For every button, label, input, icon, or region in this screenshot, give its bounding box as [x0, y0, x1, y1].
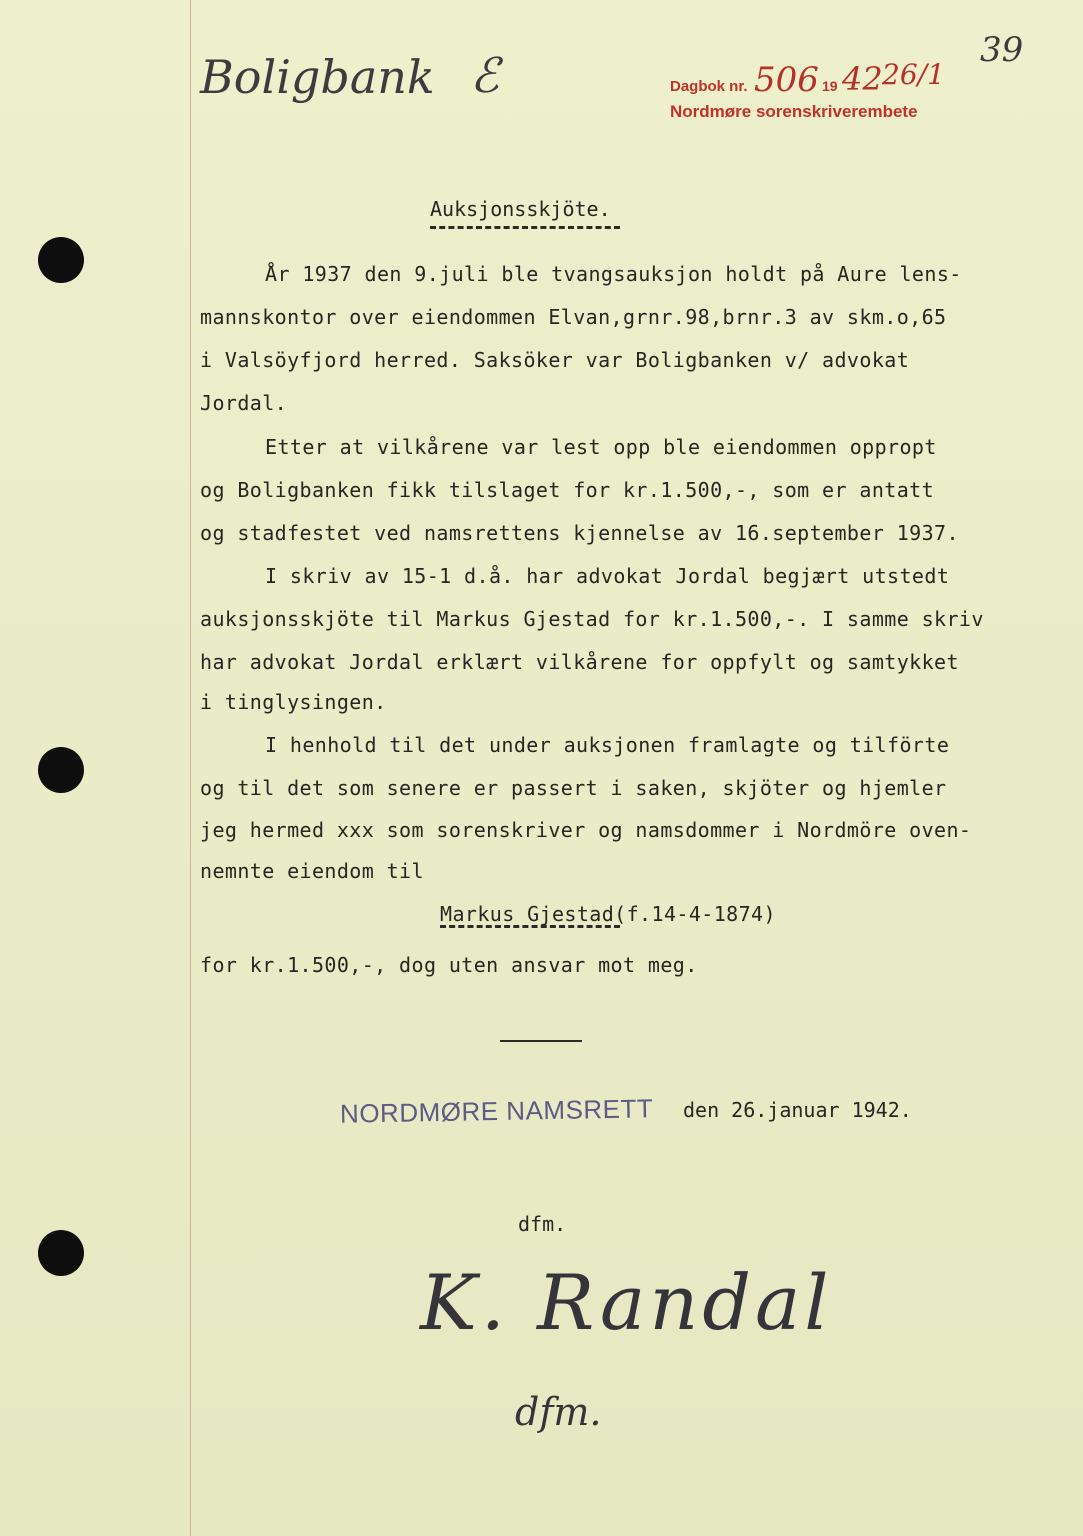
- text-line: har advokat Jordal erklært vilkårene for oppfylt og samtykket: [200, 650, 959, 674]
- margin-line: [190, 0, 191, 1536]
- text-line: mannskontor over eiendommen Elvan,grnr.98,brnr.3 av skm.o,65: [200, 305, 947, 329]
- title-underline: [430, 226, 620, 229]
- stamp-date: 26/1: [882, 58, 945, 91]
- stamp-year-prefix: 19: [822, 78, 838, 94]
- court-stamp: NORDMØRE NAMSRETT: [339, 1093, 654, 1129]
- price-line: for kr.1.500,-, dog uten ansvar mot meg.: [200, 953, 698, 977]
- punch-hole: [38, 747, 84, 793]
- recipient-line: Markus Gjestad(f.14-4-1874): [440, 902, 776, 926]
- text-line: Etter at vilkårene var lest opp ble eiendommen oppropt: [265, 435, 937, 459]
- text-line: auksjonsskjöte til Markus Gjestad for kr.1.500,-. I samme skriv: [200, 607, 984, 631]
- text-line: I henhold til det under auksjonen framlagte og tilförte: [265, 733, 950, 757]
- text-line: Jordal.: [200, 391, 288, 415]
- text-line: i tinglysingen.: [200, 690, 387, 714]
- punch-hole: [38, 237, 84, 283]
- text-line: i Valsöyfjord herred. Saksöker var Boligbanken v/ advokat: [200, 348, 910, 372]
- text-line: nemnte eiendom til: [200, 859, 424, 883]
- handwritten-note: Boligbank: [200, 50, 435, 104]
- recipient-underline: [440, 925, 620, 928]
- stamp-year-suffix: 42: [842, 60, 883, 98]
- stamp-dagbok-label: Dagbok nr.: [670, 78, 748, 95]
- handwritten-initials-icon: ℰ: [470, 48, 500, 104]
- text-line: År 1937 den 9.juli ble tvangsauksjon holdt på Aure lens-: [265, 262, 962, 286]
- text-line: jeg hermed xxx som sorenskriver og namsdommer i Nordmöre oven-: [200, 818, 972, 842]
- text-line: og til det som senere er passert i saken, skjöter og hjemler: [200, 776, 947, 800]
- separator-rule: [500, 1040, 582, 1042]
- text-line: I skriv av 15-1 d.å. har advokat Jordal begjært utstedt: [265, 564, 950, 588]
- document-title: Auksjonsskjöte.: [430, 197, 611, 221]
- dfm-label: dfm.: [518, 1212, 567, 1236]
- stamp-office: Nordmøre sorenskriverembete: [670, 102, 918, 121]
- text-line: og stadfestet ved namsrettens kjennelse av 16.september 1937.: [200, 521, 959, 545]
- text-line: og Boligbanken fikk tilslaget for kr.1.500,-, som er antatt: [200, 478, 935, 502]
- signature-title: dfm.: [515, 1390, 602, 1434]
- stamp-dagbok-number: 506: [754, 60, 819, 100]
- date-line: den 26.januar 1942.: [683, 1098, 912, 1122]
- signature: K. Randal: [420, 1258, 833, 1347]
- page-number: 39: [980, 30, 1024, 70]
- punch-hole: [38, 1230, 84, 1276]
